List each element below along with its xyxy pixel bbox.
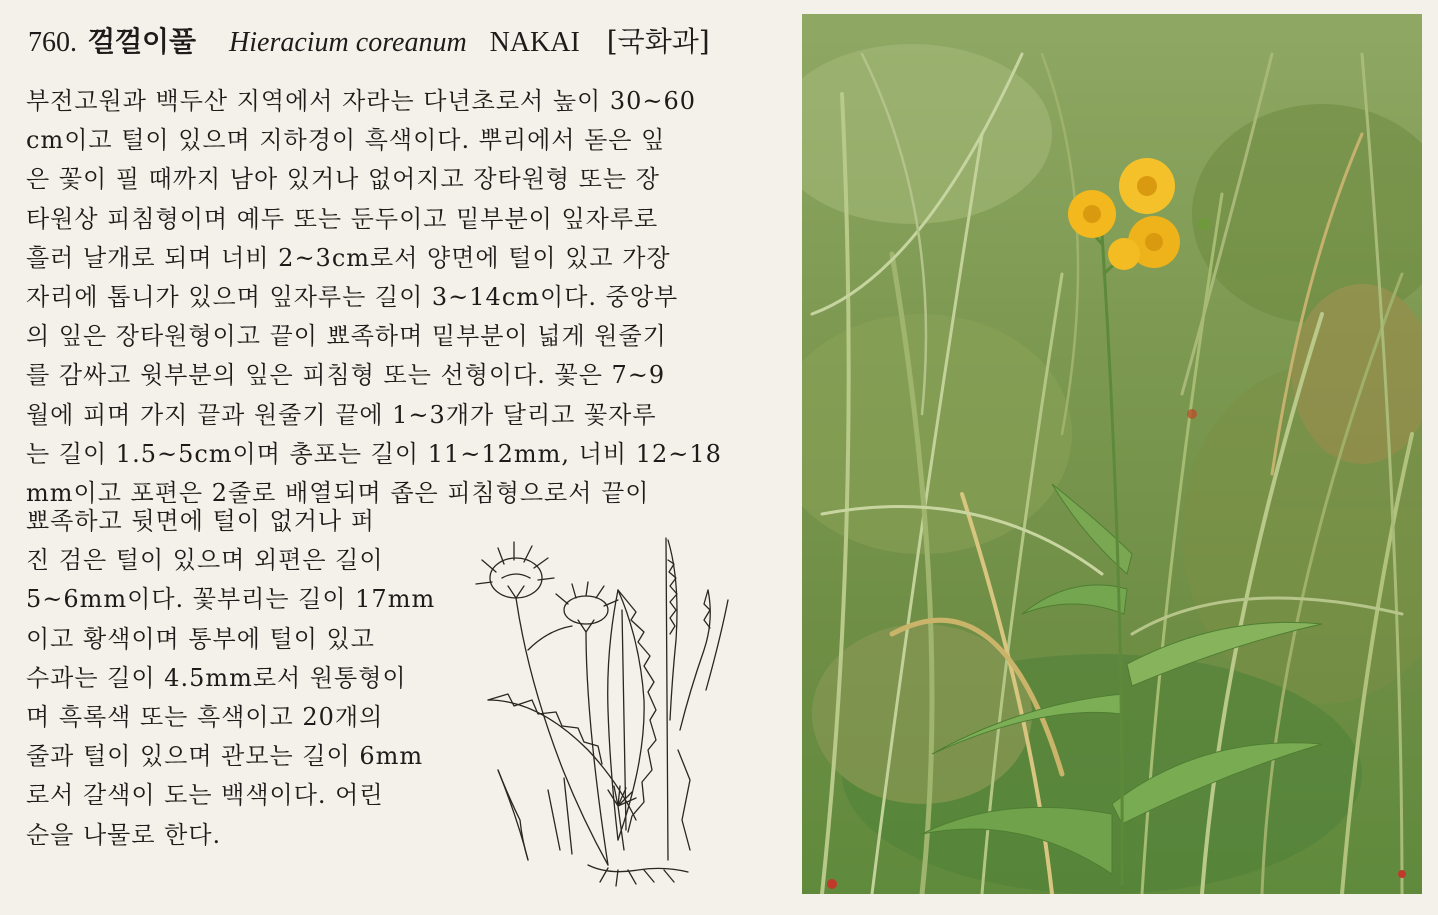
scientific-name: Hieracium coreanum — [229, 27, 467, 58]
description-line: 를 감싸고 윗부분의 잎은 피침형 또는 선형이다. 꽃은 7~9 — [26, 361, 666, 390]
description-line: 는 길이 1.5~5cm이며 총포는 길이 11~12mm, 너비 12~18 — [26, 439, 722, 468]
description-line: 의 잎은 장타원형이고 끝이 뾰족하며 밑부분이 넓게 원줄기 — [26, 322, 667, 351]
wrap-line: 뾰족하고 뒷면에 털이 없거나 퍼 — [26, 507, 375, 535]
description-line: mm이고 포편은 2줄로 배열되며 좁은 피침형으로서 끝이 — [26, 479, 650, 508]
description-line: 타원상 피침형이며 예두 또는 둔두이고 밑부분이 잎자루로 — [26, 204, 659, 233]
description-line: 은 꽃이 필 때까지 남아 있거나 없어지고 장타원형 또는 장 — [26, 165, 660, 194]
wrap-line: 순을 나물로 한다. — [26, 820, 222, 849]
wrap-line: 5~6mm이다. 꽃부리는 길이 17mm — [26, 585, 436, 614]
description-line: 부전고원과 백두산 지역에서 자라는 다년초로서 높이 30~60 — [26, 87, 697, 115]
entry-number: 760. — [28, 27, 77, 58]
wrap-line: 로서 갈색이 도는 백색이다. 어린 — [26, 781, 384, 810]
wrap-line: 진 검은 털이 있으며 외편은 길이 — [26, 546, 384, 575]
description-text — [26, 82, 748, 513]
description-line: cm이고 털이 있으며 지하경이 흑색이다. 뿌리에서 돋은 잎 — [26, 126, 666, 155]
botanical-illustration — [468, 520, 768, 890]
description-line: 월에 피며 가지 끝과 원줄기 끝에 1~3개가 달리고 꽃자루 — [26, 400, 657, 429]
author-name: NAKAI — [489, 27, 580, 58]
wrap-line: 며 흑록색 또는 흑색이고 20개의 — [26, 703, 384, 732]
flower-head-drawing — [476, 542, 618, 632]
korean-name: 껄껄이풀 — [87, 25, 197, 58]
wrap-line: 줄과 털이 있으며 관모는 길이 6mm — [26, 742, 424, 771]
wrap-line: 이고 황색이며 통부에 털이 있고 — [26, 624, 375, 653]
description-line: 흘러 날개로 되며 너비 2~3cm로서 양면에 털이 있고 가장 — [26, 243, 671, 272]
plant-photo — [802, 14, 1422, 894]
description-wrap-text — [26, 502, 438, 855]
entry-title — [28, 22, 788, 63]
wrap-line: 수과는 길이 4.5mm로서 원통형이 — [26, 663, 407, 692]
family-name: [국화과] — [606, 25, 710, 58]
description-line: 자리에 톱니가 있으며 잎자루는 길이 3~14cm이다. 중앙부 — [26, 283, 679, 312]
